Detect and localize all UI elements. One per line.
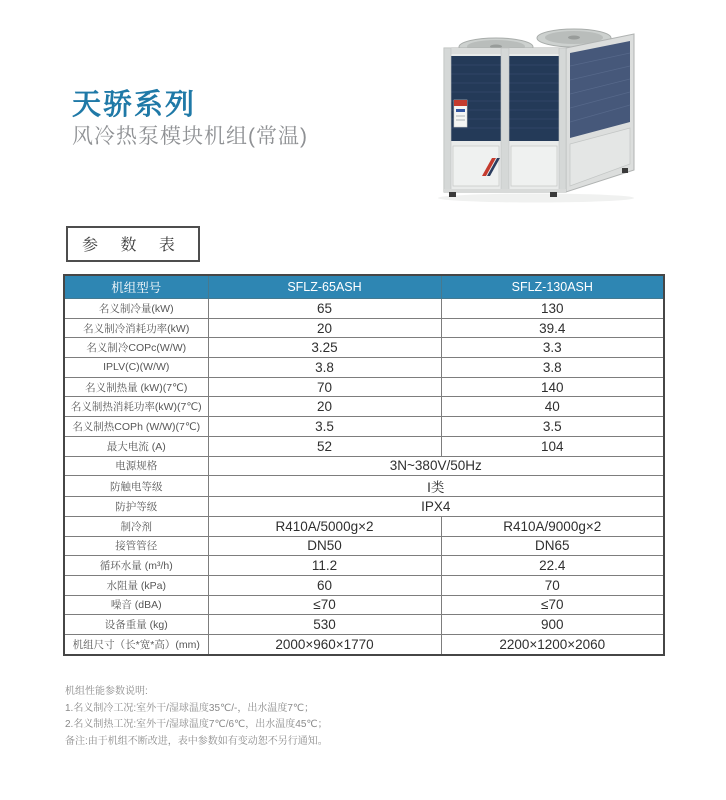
spec-label: 制冷剂 bbox=[64, 516, 208, 536]
spec-value: 52 bbox=[208, 436, 441, 456]
spec-label: 循环水量 (m³/h) bbox=[64, 556, 208, 576]
spec-value: 2200×1200×2060 bbox=[441, 635, 664, 655]
spec-value: 130 bbox=[441, 299, 664, 319]
spec-value-merged: I类 bbox=[208, 476, 664, 497]
spec-value: 104 bbox=[441, 436, 664, 456]
spec-row bbox=[64, 516, 664, 536]
spec-value: ≤70 bbox=[208, 595, 441, 615]
spec-label: 名义制热量 (kW)(7℃) bbox=[64, 377, 208, 397]
footnote-line: 2.名义制热工况:室外干/湿球温度7℃/6℃，出水温度45℃； bbox=[65, 719, 328, 730]
spec-row bbox=[64, 476, 664, 497]
spec-label: 水阻量 (kPa) bbox=[64, 575, 208, 595]
spec-value: R410A/9000g×2 bbox=[441, 516, 664, 536]
spec-label: 设备重量 (kg) bbox=[64, 615, 208, 635]
column-header-model-130: SFLZ-130ASH bbox=[441, 275, 664, 299]
spec-value: 60 bbox=[208, 575, 441, 595]
spec-row bbox=[64, 536, 664, 556]
spec-value: 3.3 bbox=[441, 338, 664, 358]
footnote-line: 备注:由于机组不断改进，表中参数如有变动恕不另行通知。 bbox=[65, 735, 328, 747]
footnotes bbox=[65, 684, 328, 750]
spec-value: 3.8 bbox=[208, 358, 441, 378]
spec-value: 3.25 bbox=[208, 338, 441, 358]
spec-value: 140 bbox=[441, 377, 664, 397]
column-header-model: 机组型号 bbox=[64, 275, 208, 299]
spec-value-merged: IPX4 bbox=[208, 497, 664, 517]
spec-table-body bbox=[64, 299, 664, 655]
spec-row bbox=[64, 456, 664, 476]
spec-label: 名义制冷量(kW) bbox=[64, 299, 208, 319]
spec-value: 530 bbox=[208, 615, 441, 635]
spec-row bbox=[64, 497, 664, 517]
spec-label: 名义制冷消耗功率(kW) bbox=[64, 318, 208, 338]
spec-value: 3.8 bbox=[441, 358, 664, 378]
page-subtitle: 风冷热泵模块机组(常温) bbox=[72, 125, 308, 148]
spec-row bbox=[64, 436, 664, 456]
spec-row bbox=[64, 397, 664, 417]
spec-value: DN50 bbox=[208, 536, 441, 556]
spec-row bbox=[64, 377, 664, 397]
brand-label-sticker bbox=[454, 100, 467, 127]
spec-value: 65 bbox=[208, 299, 441, 319]
column-header-model-65: SFLZ-65ASH bbox=[208, 275, 441, 299]
spec-row bbox=[64, 595, 664, 615]
spec-row bbox=[64, 575, 664, 595]
spec-label: 名义制冷COPc(W/W) bbox=[64, 338, 208, 358]
spec-value: ≤70 bbox=[441, 595, 664, 615]
spec-value: 22.4 bbox=[441, 556, 664, 576]
spec-row bbox=[64, 299, 664, 319]
spec-value: 40 bbox=[441, 397, 664, 417]
spec-row bbox=[64, 615, 664, 635]
spec-value: R410A/5000g×2 bbox=[208, 516, 441, 536]
spec-row bbox=[64, 318, 664, 338]
spec-value: 70 bbox=[441, 575, 664, 595]
spec-value: 900 bbox=[441, 615, 664, 635]
spec-label: 电源规格 bbox=[64, 456, 208, 476]
spec-label: IPLV(C)(W/W) bbox=[64, 358, 208, 378]
spec-table-header-row bbox=[64, 275, 664, 299]
page-title: 天骄系列 bbox=[72, 89, 197, 121]
spec-value: 2000×960×1770 bbox=[208, 635, 441, 655]
spec-label: 名义制热COPh (W/W)(7℃) bbox=[64, 417, 208, 437]
spec-value: 3.5 bbox=[441, 417, 664, 437]
spec-row bbox=[64, 635, 664, 655]
spec-label: 最大电流 (A) bbox=[64, 436, 208, 456]
product-photo-heat-pump-unit bbox=[424, 8, 649, 206]
footnote-line: 1.名义制冷工况:室外干/湿球温度35℃/-，出水温度7℃； bbox=[65, 702, 315, 714]
footnote-heading: 机组性能参数说明: bbox=[65, 686, 148, 697]
spec-value: 20 bbox=[208, 318, 441, 338]
spec-row bbox=[64, 417, 664, 437]
spec-value: DN65 bbox=[441, 536, 664, 556]
spec-value: 39.4 bbox=[441, 318, 664, 338]
spec-value-merged: 3N~380V/50Hz bbox=[208, 456, 664, 476]
spec-value: 70 bbox=[208, 377, 441, 397]
spec-table bbox=[63, 274, 665, 656]
spec-row bbox=[64, 358, 664, 378]
section-label: 参 数 表 bbox=[82, 237, 184, 254]
spec-row bbox=[64, 556, 664, 576]
spec-label: 名义制热消耗功率(kW)(7℃) bbox=[64, 397, 208, 417]
spec-label: 机组尺寸（长*宽*高）(mm) bbox=[64, 635, 208, 655]
spec-label: 防触电等级 bbox=[64, 476, 208, 497]
spec-value: 3.5 bbox=[208, 417, 441, 437]
spec-label: 防护等级 bbox=[64, 497, 208, 517]
spec-value: 11.2 bbox=[208, 556, 441, 576]
section-header-parameter-table bbox=[66, 226, 200, 262]
spec-value: 20 bbox=[208, 397, 441, 417]
spec-label: 噪音 (dBA) bbox=[64, 595, 208, 615]
spec-label: 接管管径 bbox=[64, 536, 208, 556]
spec-row bbox=[64, 338, 664, 358]
